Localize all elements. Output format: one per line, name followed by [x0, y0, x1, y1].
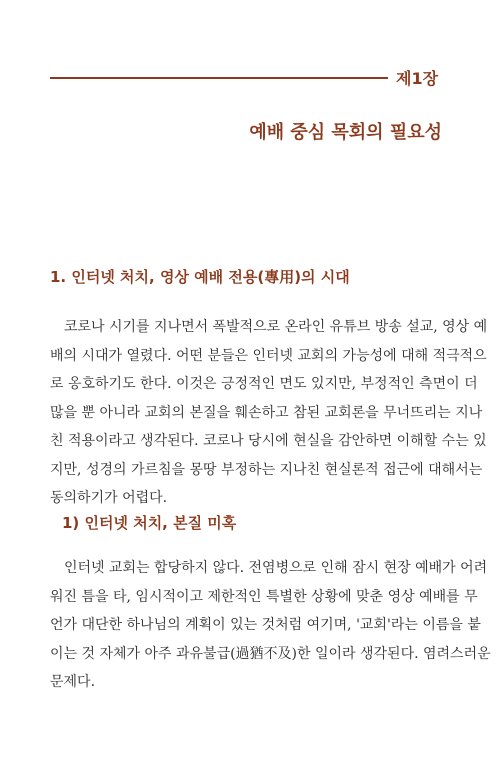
- subsection-paragraph: [50, 554, 491, 697]
- paragraph-line: 동의하기가 어렵다.: [50, 490, 168, 506]
- paragraph-line: 지만, 성경의 가르침을 몽땅 부정하는 지나친 현실론적 접근에 대해서는: [50, 461, 483, 478]
- paragraph-line: 코로나 시기를 지나면서 폭발적으로 온라인 유튜브 방송 설교, 영상 예: [50, 319, 488, 335]
- paragraph-line: 이는 것 자체가 아주 과유불급(過猶不及)한 일이라 생각된다. 염려스러운: [50, 645, 491, 662]
- chapter-title: 예배 중심 목회의 필요성: [249, 122, 442, 143]
- chapter-label: 제1장: [396, 69, 439, 88]
- paragraph-line: 많을 뿐 아니라 교회의 본질을 훼손하고 참된 교회론을 무너뜨리는 지나: [50, 404, 483, 421]
- paragraph-line: 워진 틈을 타, 임시적이고 제한적인 특별한 상황에 맞춘 영상 예배를 무: [50, 588, 478, 605]
- subsection-heading: 1) 인터넷 처치, 본질 미혹: [62, 514, 237, 532]
- paragraph-line: 친 적용이라고 생각된다. 코로나 당시에 현실을 감안하면 이해할 수는 있: [50, 433, 487, 449]
- section-paragraph: [50, 313, 488, 513]
- paragraph-line: 로 옹호하기도 한다. 이것은 긍정적인 면도 있지만, 부정적인 측면이 더: [50, 376, 478, 392]
- paragraph-line: 인터넷 교회는 합당하지 않다. 전염병으로 인해 잠시 현장 예배가 어려: [50, 560, 488, 576]
- paragraph-line: 언가 대단한 하나님의 계획이 있는 것처럼 여기며, '교회'라는 이름을 붙: [50, 617, 481, 633]
- paragraph-line: 배의 시대가 열렸다. 어떤 분들은 인터넷 교회의 가능성에 대해 적극적으: [50, 347, 487, 364]
- section-heading: 1. 인터넷 처치, 영상 예배 전용(專用)의 시대: [50, 268, 350, 286]
- chapter-header-rule: [50, 77, 388, 79]
- paragraph-line: 문제다.: [50, 674, 96, 690]
